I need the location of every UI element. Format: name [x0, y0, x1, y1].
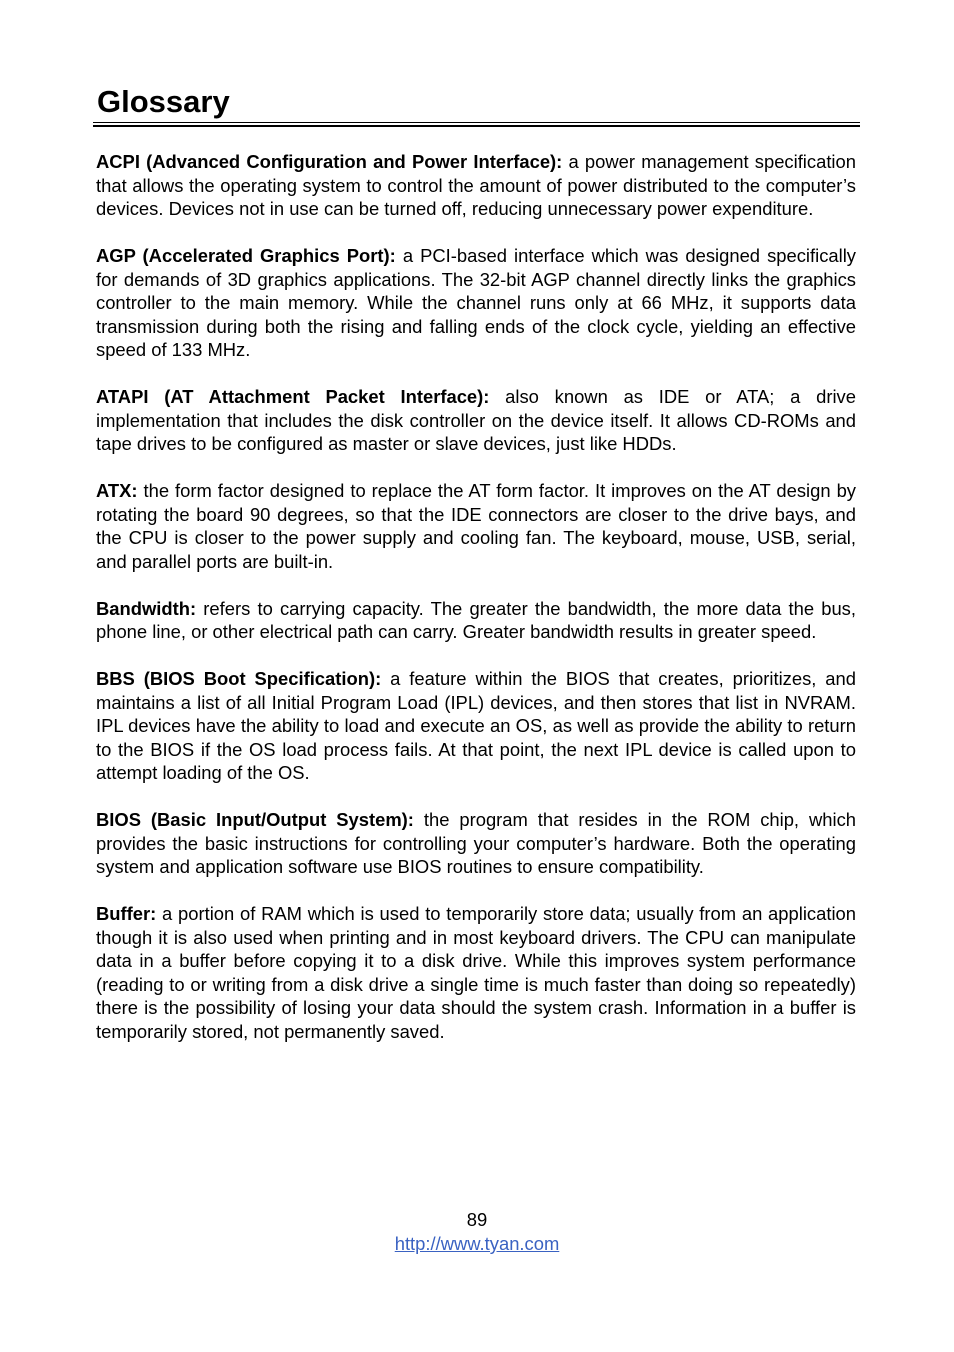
title-rule	[93, 122, 860, 127]
glossary-definition: a PCI-based interface which was designed specifically for demands of 3D graphics applications. The 32-bit AGP channel directly links the graphics controller to the main memory. While the channel runs only at 66 MHz, it supports data transmission during both the rising and falling ends of the clock cycle, yielding an effective speed of 133 MHz.	[96, 245, 856, 360]
website-link[interactable]: http://www.tyan.com	[394, 1233, 560, 1254]
glossary-entry-buffer	[96, 902, 856, 1043]
glossary-entry-bandwidth	[96, 597, 856, 644]
glossary-definition: a portion of RAM which is used to temporarily store data; usually from an application though it is also used when printing and in most keyboard drivers. The CPU can manipulate data in a buffer before copying it to a disk drive. While this improves system performance (reading to or writing from a disk drive a single time is much faster than doing so repeatedly) there is the possibility of losing your data should the system crash. Information in a buffer is temporarily stored, not permanently saved.	[96, 903, 856, 1042]
glossary-definition: a feature within the BIOS that creates, prioritizes, and maintains a list of all Initial Program Load (IPL) devices, and then stores that list in NVRAM. IPL devices have the ability to load and execute an OS, as well as provide the ability to return to the BIOS if the OS load process fails. At that point, the next IPL device is called upon to attempt loading of the OS.	[96, 668, 856, 783]
glossary-definition: also known as IDE or ATA; a drive implementation that includes the disk controller on the device itself. It allows CD-ROMs and tape drives to be configured as master or slave devices, just like HDDs.	[96, 386, 856, 454]
glossary-entry-atx	[96, 479, 856, 573]
glossary-term: BBS (BIOS Boot Specification):	[96, 668, 382, 689]
glossary-definition: a power management specification that allows the operating system to control the amount of power distributed to the computer’s devices. Devices not in use can be turned off, reducing unnecessary power expenditure.	[96, 151, 856, 219]
glossary-term: ATAPI (AT Attachment Packet Interface):	[96, 386, 490, 407]
glossary-term: AGP (Accelerated Graphics Port):	[96, 245, 396, 266]
glossary-term: ATX:	[96, 480, 138, 501]
glossary-term: Buffer:	[96, 903, 157, 924]
glossary-term: BIOS (Basic Input/Output System):	[96, 809, 414, 830]
glossary-term: Bandwidth:	[96, 597, 197, 619]
glossary-entry-agp	[96, 244, 856, 362]
glossary-list	[96, 150, 856, 1067]
glossary-entry-acpi	[96, 150, 856, 221]
glossary-definition: refers to carrying capacity. The greater the bandwidth, the more data the bus, phone line, or other electrical path can carry. Greater bandwidth results in greater speed.	[96, 597, 856, 642]
page-footer	[0, 1208, 954, 1256]
glossary-definition: the program that resides in the ROM chip, which provides the basic instructions for controlling your computer’s hardware. Both the operating system and application software use BIOS routines to ensure compatibility.	[96, 809, 856, 877]
glossary-entry-bbs	[96, 667, 856, 785]
page-title: Glossary	[97, 84, 230, 119]
glossary-term: ACPI (Advanced Configuration and Power Interface):	[96, 151, 563, 172]
page-number: 89	[466, 1209, 488, 1230]
glossary-entry-bios	[96, 808, 856, 879]
glossary-entry-atapi	[96, 385, 856, 456]
glossary-definition: the form factor designed to replace the AT form factor. It improves on the AT design by rotating the board 90 degrees, so that the IDE connectors are closer to the drive bays, and the CPU is closer to the power supply and cooling fan. The keyboard, mouse, USB, serial, and parallel ports are built-in.	[96, 480, 856, 572]
